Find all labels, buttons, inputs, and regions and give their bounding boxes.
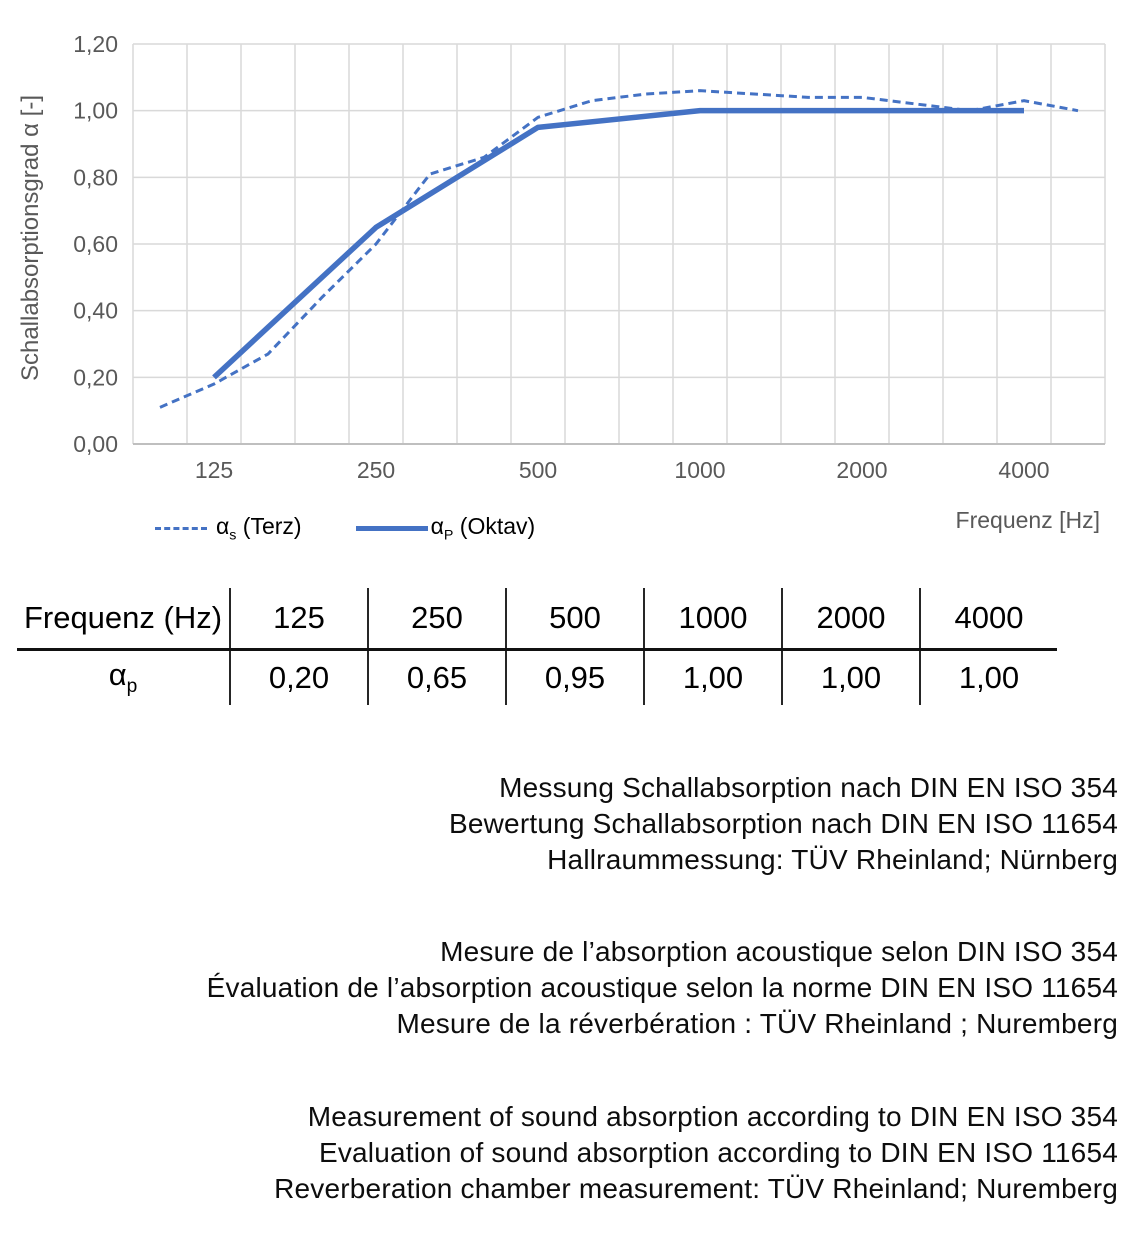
note-line: Mesure de la réverbération : TÜV Rheinland ; Nuremberg (396, 1008, 1118, 1039)
table-header-cell: 4000 (920, 588, 1057, 649)
absorption-values-table (17, 588, 1057, 705)
dashed-line-swatch (155, 527, 207, 530)
table-header-cell: 500 (506, 588, 644, 649)
y-tick-label: 0,80 (73, 164, 118, 191)
y-tick-label: 0,60 (73, 231, 118, 257)
note-line: Bewertung Schallabsorption nach DIN EN ISO 11654 (448, 808, 1118, 839)
table-value-row (17, 649, 1057, 705)
y-tick-label: 0,00 (73, 431, 118, 457)
note-line: Evaluation of sound absorption according to DIN EN ISO 11654 (318, 1137, 1118, 1168)
y-axis-title: Schallabsorptionsgrad α [-] (17, 94, 44, 382)
note-line: Hallraummessung: TÜV Rheinland; Nürnberg (547, 844, 1118, 875)
y-tick-label: 0,40 (73, 297, 118, 324)
x-tick-label: 1000 (674, 457, 726, 483)
legend-item-terz (155, 513, 302, 544)
table-value-cell: 1,00 (920, 649, 1057, 705)
x-axis-title: Frequenz [Hz] (955, 507, 1100, 533)
y-tick-label: 0,20 (73, 364, 118, 391)
table-header-row (17, 588, 1057, 649)
x-tick-label: 125 (194, 457, 234, 483)
table-value-cell: 0,20 (230, 649, 368, 705)
notes-german (0, 770, 1118, 878)
table-header-cell: 250 (368, 588, 506, 649)
notes-english (0, 1099, 1118, 1207)
x-tick-label: 2000 (836, 457, 888, 483)
note-line: Messung Schallabsorption nach DIN EN ISO 354 (499, 772, 1118, 803)
table-header-cell: 2000 (782, 588, 920, 649)
legend-label-oktav: $\alpha_P$ (Oktav) (430, 512, 536, 544)
chart-gridlines (133, 44, 1105, 444)
x-tick-label: 4000 (998, 457, 1050, 483)
note-line: Mesure de l’absorption acoustique selon DIN ISO 354 (440, 936, 1118, 967)
alpha-p-row-label: $\alpha_p$ (108, 657, 138, 698)
x-tick-label: 500 (518, 457, 558, 483)
x-tick-label: 250 (356, 457, 396, 483)
table-header-cell: 1000 (644, 588, 782, 649)
x-axis-tick-labels (195, 457, 1050, 483)
y-tick-label: 1,00 (73, 97, 118, 124)
legend-item-oktav (356, 513, 536, 544)
note-line: Measurement of sound absorption according to DIN EN ISO 354 (307, 1101, 1118, 1132)
y-axis-tick-labels (73, 31, 118, 457)
note-line: Reverberation chamber measurement: TÜV Rheinland; Nuremberg (274, 1173, 1118, 1204)
table-value-cell: 1,00 (782, 649, 920, 705)
note-line: Évaluation de l’absorption acoustique selon la norme DIN EN ISO 11654 (206, 972, 1118, 1003)
y-tick-label: 1,20 (73, 31, 118, 57)
table-value-cell: 0,95 (506, 649, 644, 705)
table-value-cell: 1,00 (644, 649, 782, 705)
sound-absorption-chart (0, 0, 1135, 500)
chart-legend (155, 511, 535, 545)
notes-french (0, 934, 1118, 1042)
table-header-cell: 125 (230, 588, 368, 649)
legend-label-terz: $\alpha_s$ (Terz) (216, 512, 302, 544)
table-value-cell: 0,65 (368, 649, 506, 705)
table-header-frequency: Frequenz (Hz) (17, 588, 230, 649)
solid-line-swatch (356, 526, 428, 531)
